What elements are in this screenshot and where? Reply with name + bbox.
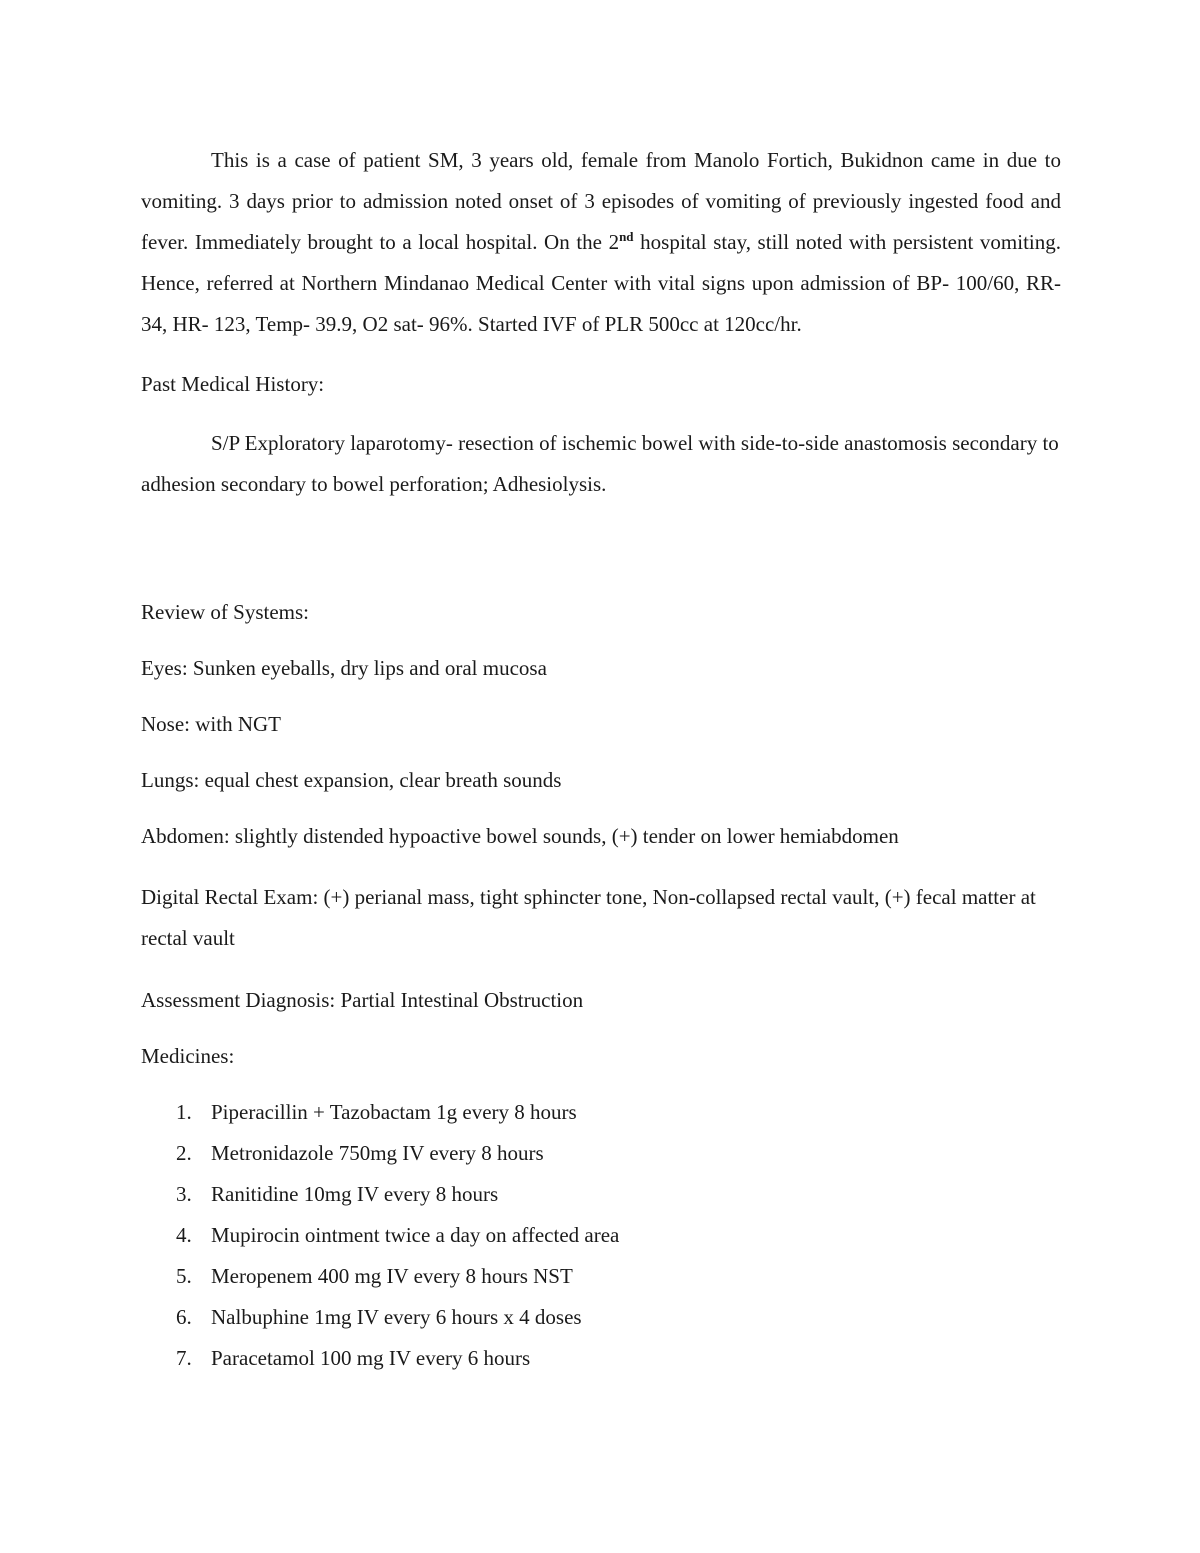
medicine-text: Nalbuphine 1mg IV every 6 hours x 4 doses [211, 1305, 582, 1329]
medicine-number: 1. [176, 1100, 192, 1124]
medicine-item [141, 1220, 1061, 1250]
medicines-list [141, 1097, 1061, 1373]
case-intro-paragraph [141, 140, 1061, 345]
medicine-text: Piperacillin + Tazobactam 1g every 8 hours [211, 1100, 577, 1124]
past-medical-history-heading: Past Medical History: [141, 372, 325, 396]
medicine-number: 4. [176, 1223, 192, 1247]
past-medical-history-body: S/P Exploratory laparotomy- resection of ischemic bowel with side-to-side anastomosis secondary to adhesion secondary to bowel perforation; Adhesiolysis. [141, 431, 1059, 496]
review-of-systems-heading: Review of Systems: [141, 600, 309, 624]
ros-eyes: Eyes: Sunken eyeballs, dry lips and oral mucosa [141, 656, 547, 680]
medicine-text: Paracetamol 100 mg IV every 6 hours [211, 1346, 531, 1370]
medicine-item [141, 1302, 1061, 1332]
medicine-text: Metronidazole 750mg IV every 8 hours [211, 1141, 544, 1165]
ros-lungs: Lungs: equal chest expansion, clear breath sounds [141, 768, 562, 792]
medicine-item [141, 1343, 1061, 1373]
medicine-number: 3. [176, 1182, 192, 1206]
ros-digital-rectal-exam: Digital Rectal Exam: (+) perianal mass, tight sphincter tone, Non-collapsed rectal vault, (+) fecal matter at rectal vault [141, 885, 1036, 950]
medicine-number: 5. [176, 1264, 192, 1288]
medicine-text: Mupirocin ointment twice a day on affected area [211, 1223, 620, 1247]
ros-abdomen: Abdomen: slightly distended hypoactive bowel sounds, (+) tender on lower hemiabdomen [141, 824, 899, 848]
ros-nose: Nose: with NGT [141, 712, 281, 736]
case-intro-text-part2: hospital stay, still noted with persistent vomiting. Hence, referred at Northern Mindanao Medical Center with vital signs upon admission of BP- 100/60, RR- 34, HR- 123, Temp- 39.9, O2 sat- 96%. Started IVF of PLR 500cc at 120cc/hr. [141, 230, 1061, 336]
case-intro-text-part1: This is a case of patient SM, 3 years old, female from Manolo Fortich, Bukidnon came in due to vomiting. 3 days prior to admission noted onset of 3 episodes of vomiting of previously ingested food and fever. Immediately brought to a local hospital. On the 2 [141, 148, 1061, 254]
medicine-item [141, 1138, 1061, 1168]
assessment-diagnosis: Assessment Diagnosis: Partial Intestinal Obstruction [141, 988, 584, 1012]
medicine-number: 7. [176, 1346, 192, 1370]
document-content [141, 140, 1061, 1384]
medicine-item [141, 1179, 1061, 1209]
medicines-heading: Medicines: [141, 1044, 235, 1068]
medicine-item [141, 1097, 1061, 1127]
ordinal-superscript: nd [619, 229, 634, 244]
medicine-number: 6. [176, 1305, 192, 1329]
medicine-item [141, 1261, 1061, 1291]
medicine-number: 2. [176, 1141, 192, 1165]
medicine-text: Ranitidine 10mg IV every 8 hours [211, 1182, 499, 1206]
medicine-text: Meropenem 400 mg IV every 8 hours NST [211, 1264, 573, 1288]
